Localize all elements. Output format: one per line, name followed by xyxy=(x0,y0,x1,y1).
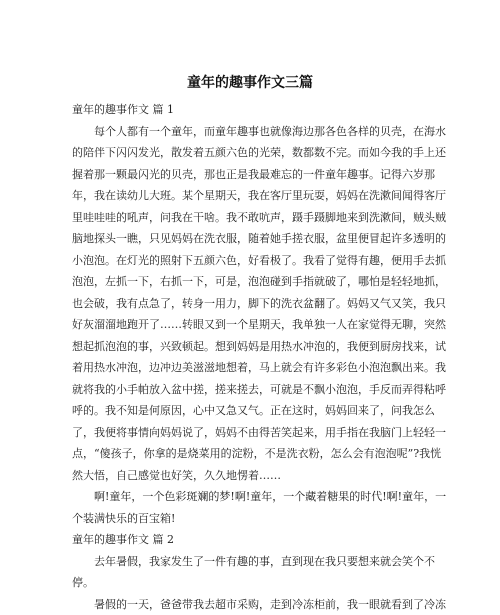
paragraph-line: 年，我在读幼儿大班。某个星期天，我在客厅里玩耍，妈妈在洗漱间闻得客厅 xyxy=(72,185,432,207)
paragraph-line: 然大悟，自己感觉也好笑，久久地愣着…… xyxy=(72,465,432,487)
paragraph-line: 暑假的一天，爸爸带我去超市采购，走到冷冻柜前，我一眼就看到了冷冻 xyxy=(72,594,432,615)
paragraph-line: 也会破，我有点急了，转身一用力，脚下的洗衣盆翻了。妈妈又气又笑，我只 xyxy=(72,293,432,315)
paragraph-line: 停。 xyxy=(72,572,432,594)
document-title: 童年的趣事作文三篇 xyxy=(0,73,500,93)
document-body xyxy=(72,99,432,615)
paragraph-line: 了，我便将事情向妈妈说了，妈妈不由得苦笑起来，用手指在我脑门上轻轻一 xyxy=(72,422,432,444)
paragraph-line: 里哇哇哇的吼声，问我在干啥。我不敢吭声，蹑手蹑脚地来到洗漱间，贼头贼 xyxy=(72,207,432,229)
section-heading: 童年的趣事作文 篇 1 xyxy=(72,99,432,121)
paragraph-line: 握着那一颗最闪光的贝壳，那也正是我最难忘的一件童年趣事。记得六岁那 xyxy=(72,164,432,186)
paragraph-line: 泡泡，左抓一下，右抓一下，可是，泡泡碰到手指就破了，哪怕是轻轻地抓， xyxy=(72,271,432,293)
paragraph-line: 个装满快乐的百宝箱! xyxy=(72,508,432,530)
paragraph-line: 去年暑假，我家发生了一件有趣的事，直到现在我只要想来就会笑个不 xyxy=(72,551,432,573)
paragraph-line: 就将我的小手帕放入盆中搓，搓来搓去，可就是不飘小泡泡，手反而弄得粘呼 xyxy=(72,379,432,401)
paragraph-line: 好灰溜溜地跑开了……转眼又到一个星期天，我单独一人在家觉得无聊，突然 xyxy=(72,314,432,336)
paragraph-line: 啊!童年，一个色彩斑斓的梦!啊!童年，一个藏着糖果的时代!啊!童年，一 xyxy=(72,486,432,508)
paragraph-line: 想起抓泡泡的事，兴致顿起。想到妈妈是用热水冲泡的，我便到厨房找来，试 xyxy=(72,336,432,358)
paragraph-line: 每个人都有一个童年，而童年趣事也就像海边那各色各样的贝壳，在海水 xyxy=(72,121,432,143)
paragraph-line: 点，“傻孩子，你拿的是烧菜用的淀粉，不是洗衣粉，怎么会有泡泡呢”?我恍 xyxy=(72,443,432,465)
paragraph-line: 着用热水冲泡，边冲边美滋滋地想着，马上就会有许多彩色小泡泡飘出来。我 xyxy=(72,357,432,379)
paragraph-line: 的陪伴下闪闪发光，散发着五颜六色的光荣，数都数不完。而如今我的手上还 xyxy=(72,142,432,164)
paragraph-line: 脑地探头一瞧，只见妈妈在洗衣服，随着她手搓衣服，盆里便冒起许多透明的 xyxy=(72,228,432,250)
section-heading: 童年的趣事作文 篇 2 xyxy=(72,529,432,551)
paragraph-line: 小泡泡。在灯光的照射下五颜六色，好看极了。我看了觉得有趣，便用手去抓 xyxy=(72,250,432,272)
paragraph-line: 呼的。我不知是何原因，心中又急又气。正在这时，妈妈回来了，问我怎么 xyxy=(72,400,432,422)
